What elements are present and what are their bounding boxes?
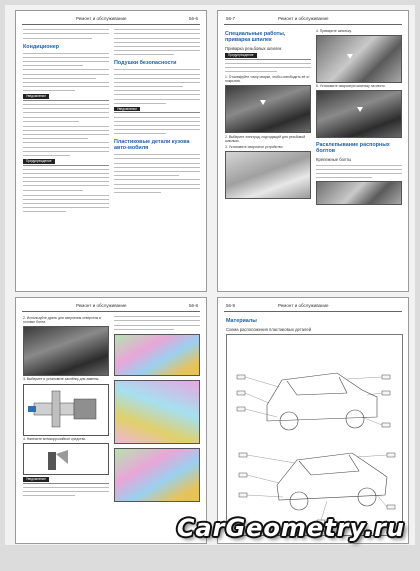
text-column-left — [23, 314, 109, 499]
illustration-body-panel-2 — [114, 380, 200, 444]
heading-airbags: Подушки безопасности — [114, 60, 177, 67]
text-column-left — [23, 27, 109, 215]
warning-block — [225, 53, 311, 73]
step-2: 2. Используйте дрель для сверления отверстия в головке болта. — [23, 315, 101, 324]
document-sheet — [5, 5, 415, 545]
car-outline-drawing — [227, 335, 402, 535]
materials-section — [226, 314, 401, 333]
step-1: 1. Отшлифуйте точку сварки, чтобы освободить её от покрытия. — [225, 75, 310, 84]
photo-bolt — [316, 181, 402, 205]
spray-drawing — [24, 444, 109, 474]
text-column-right — [114, 314, 200, 502]
illustration-spray — [23, 443, 109, 475]
page-number: 56-8 — [188, 303, 198, 308]
warning-label: Предупреждение — [225, 53, 257, 58]
page-header — [16, 16, 206, 24]
page-number: 56-6 — [188, 16, 198, 21]
illustration-body-panel-3 — [114, 448, 200, 502]
subheading-stud-welding: Приварка резьбовых шпилек — [225, 46, 282, 51]
subheading-bolts: Крепежные болты — [316, 157, 352, 163]
section-title: Ремонт и обслуживание — [76, 303, 127, 308]
text-column-right — [316, 27, 402, 205]
step-5: 5. Установите сварочную шпильку на место. — [316, 84, 386, 89]
manual-page-3 — [15, 297, 207, 544]
note-block — [23, 477, 109, 497]
photo-welded-stud — [316, 35, 402, 83]
note-block — [114, 107, 200, 135]
warning-label: Предупреждение — [23, 159, 55, 164]
photo-grinding — [225, 85, 311, 133]
page-header — [16, 303, 206, 311]
manual-page-2 — [217, 10, 409, 292]
illustration-rivet-tool — [23, 384, 109, 436]
manual-page-4 — [217, 297, 409, 544]
page-header — [218, 16, 408, 24]
heading-rivet-disassembly: Расклепывание распорных болтов — [316, 142, 390, 155]
heading-materials: Материалы — [226, 318, 257, 324]
page-header — [218, 303, 408, 311]
photo-welding-device — [225, 151, 311, 199]
step-4: 4. Приварите шпильку. — [316, 28, 352, 33]
rivet-tool-drawing — [24, 385, 109, 435]
heading-plastic-parts: Пластиковые детали кузова авто-мобиля — [114, 139, 190, 152]
note-label: Уведомление — [23, 94, 49, 99]
warning-block — [23, 159, 109, 192]
note-label: Уведомление — [114, 107, 140, 112]
section-title: Ремонт и обслуживание — [76, 16, 127, 21]
step-4: 4. Нанесите антикоррозийное средство. — [23, 437, 87, 442]
section-title: Ремонт и обслуживание — [278, 303, 329, 308]
text-column-left — [225, 27, 311, 199]
heading-conditioner: Кондиционер — [23, 43, 60, 50]
page-number: 56-9 — [226, 303, 236, 308]
text-column-right — [114, 27, 200, 195]
photo-drilling — [23, 326, 109, 376]
step-3: 3. Установите сварочное устройство. — [225, 144, 284, 149]
subheading-plastic-layout: Схема расположения пластиковых деталей — [226, 327, 312, 332]
cargeometry-watermark: CarGeometry.ru — [176, 514, 405, 542]
note-block — [23, 94, 109, 122]
illustration-body-panel-1 — [114, 334, 200, 376]
heading-special-works: Специальные работы, приварка шпилек — [225, 31, 286, 43]
step-3: 3. Выберите и установите заклёпку для замены. — [23, 377, 100, 382]
photo-installed-stud — [316, 90, 402, 138]
page-number: 56-7 — [226, 16, 236, 21]
note-label: Уведомление — [23, 477, 49, 482]
car-parts-diagram — [226, 334, 403, 536]
section-title: Ремонт и обслуживание — [278, 16, 329, 21]
step-2: 2. Выберите электрод, подходящий для резьбовой шпильки. — [225, 134, 306, 144]
manual-page-1 — [15, 10, 207, 292]
